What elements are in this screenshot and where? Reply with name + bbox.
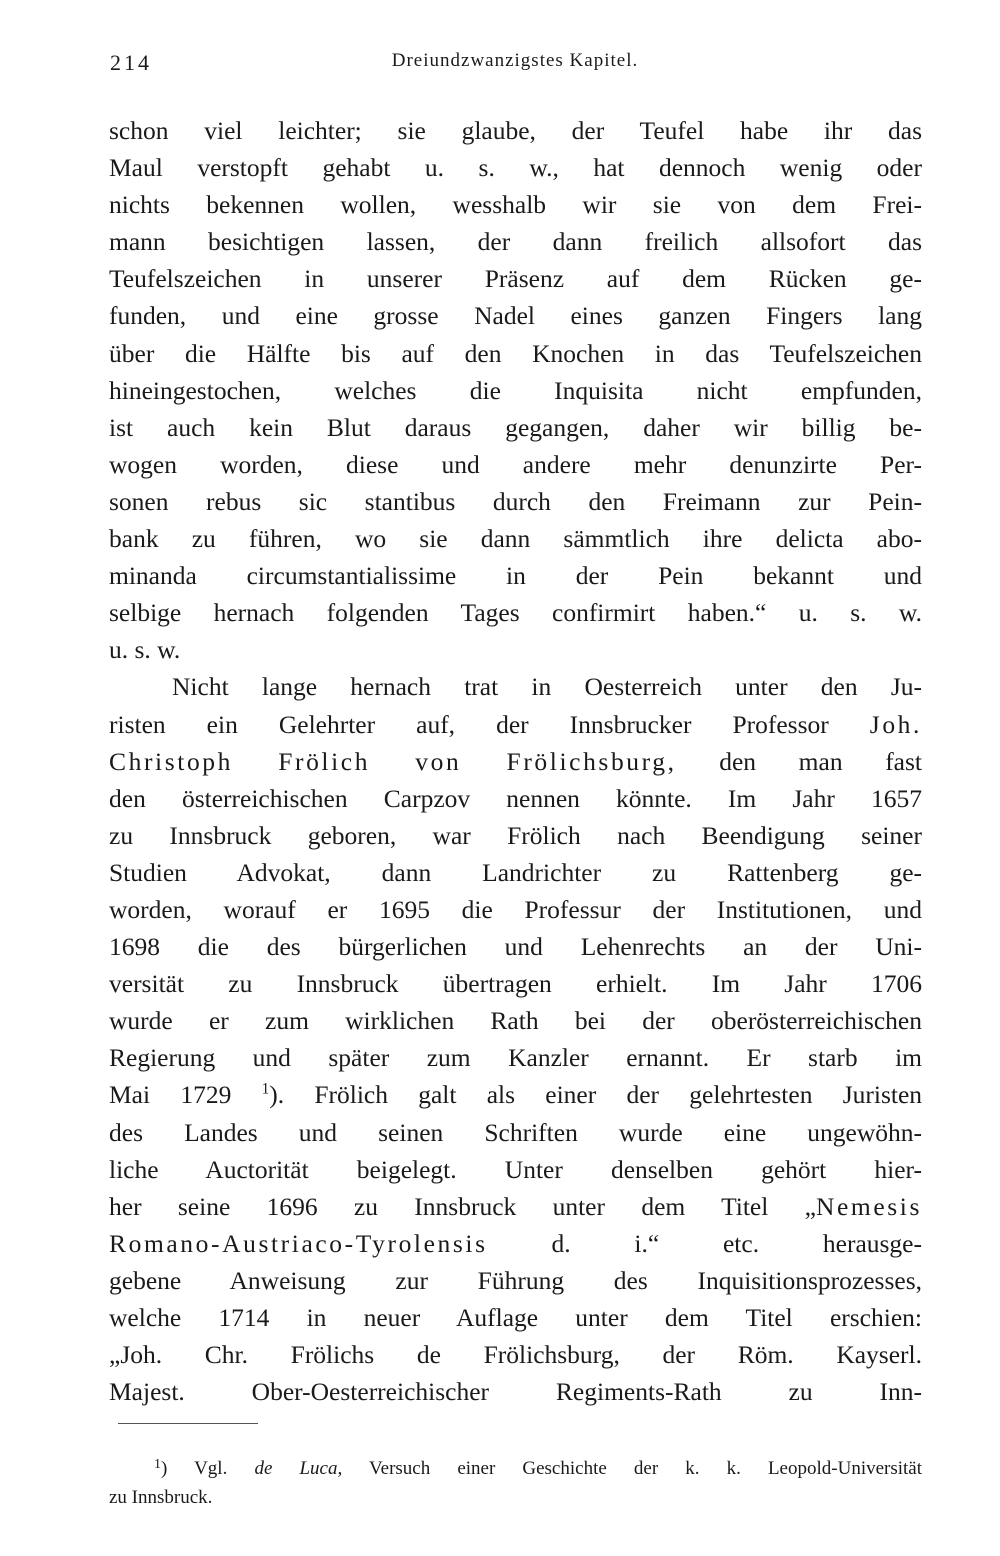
text-fragment: d. i.“ etc. herausge-	[551, 1228, 922, 1258]
spaced-title: Nemesis	[815, 1191, 922, 1221]
text-line: wurde er zum wirklichen Rath bei der oberösterreichischen	[109, 1006, 922, 1036]
text-line: „Joh. Chr. Frölichs de Frölichsburg, der Röm. Kayserl.	[109, 1340, 922, 1370]
text-fragment: ). Frölich galt als einer der gelehrtesten Juristen	[269, 1080, 923, 1110]
text-fragment: risten ein Gelehrter auf, der Innsbrucker Professor	[109, 709, 829, 739]
text-line: über die Hälfte bis auf den Knochen in das Teufelszeichen	[109, 338, 922, 368]
text-line: selbige hernach folgenden Tages confirmirt haben.“ u. s. w.	[109, 598, 922, 628]
text-line: minanda circumstantialissime in der Pein bekannt und	[109, 561, 922, 591]
text-line: sonen rebus sic stantibus durch den Freimann zur Pein-	[109, 486, 922, 516]
footnote-line	[109, 1450, 922, 1483]
body-text	[109, 112, 922, 1410]
text-line: Majest. Ober-Oesterreichischer Regiments-Rath zu Inn-	[109, 1377, 922, 1407]
text-line: worden, worauf er 1695 die Professur der Institutionen, und	[109, 894, 922, 924]
running-head	[110, 50, 920, 80]
text-fragment: den man fast	[719, 746, 923, 776]
footnote-marker: 1	[154, 1457, 161, 1472]
text-line: Regierung und später zum Kanzler ernannt. Er starb im	[109, 1043, 922, 1073]
text-line: wogen worden, diese und andere mehr denunzirte Per-	[109, 449, 922, 479]
text-line: gebene Anweisung zur Führung des Inquisitionsprozesses,	[109, 1265, 922, 1295]
text-line: Teufelszeichen in unserer Präsenz auf dem Rücken ge-	[109, 264, 922, 294]
text-line: Studien Advokat, dann Landrichter zu Rattenberg ge-	[109, 857, 922, 887]
paragraph-start-line: Nicht lange hernach trat in Oesterreich unter den Ju-	[172, 672, 922, 702]
text-line: versität zu Innsbruck übertragen erhielt. Im Jahr 1706	[109, 969, 922, 999]
text-line: nichts bekennen wollen, wesshalb wir sie von dem Frei-	[109, 190, 922, 220]
text-line: liche Auctorität beigelegt. Unter denselben gehört hier-	[109, 1154, 922, 1184]
text-line	[109, 1188, 922, 1225]
footnote-text: Versuch einer Geschichte der k. k. Leopold-Universität	[369, 1458, 923, 1479]
page-number: 214	[110, 50, 152, 75]
footnote-author: de Luca,	[254, 1458, 343, 1479]
text-line	[109, 706, 922, 743]
text-fragment: Mai 1729	[109, 1080, 232, 1110]
text-line: Maul verstopft gehabt u. s. w., hat dennoch wenig oder	[109, 153, 922, 183]
text-line: bank zu führen, wo sie dann sämmtlich ihre delicta abo-	[109, 524, 922, 554]
footnote-divider	[118, 1423, 258, 1424]
chapter-title: Dreiundzwanzigstes Kapitel.	[391, 50, 639, 71]
text-line	[109, 1076, 922, 1113]
text-line: mann besichtigen lassen, der dann freilich allsofort das	[109, 227, 922, 257]
text-line: welche 1714 in neuer Auflage unter dem Titel erschien:	[109, 1303, 922, 1332]
text-line	[109, 1225, 922, 1262]
text-fragment: her seine 1696 zu Innsbruck unter dem Titel „	[109, 1191, 816, 1221]
text-line: schon viel leichter; sie glaube, der Teufel habe ihr das	[109, 116, 922, 145]
text-line	[109, 743, 922, 780]
footnote-lead: ) Vgl.	[161, 1458, 228, 1479]
text-line: funden, und eine grosse Nadel eines ganzen Fingers lang	[109, 301, 922, 331]
footnote-line: zu Innsbruck.	[109, 1487, 213, 1508]
text-line: hineingestochen, welches die Inquisita nicht empfunden,	[109, 375, 922, 405]
text-line: u. s. w.	[109, 635, 181, 665]
text-line: des Landes und seinen Schriften wurde eine ungewöhn-	[109, 1117, 922, 1147]
text-line: den österreichischen Carpzov nennen könnte. Im Jahr 1657	[109, 783, 922, 813]
spaced-name: Joh.	[869, 709, 922, 739]
text-line: zu Innsbruck geboren, war Frölich nach Beendigung seiner	[109, 820, 922, 850]
text-line: ist auch kein Blut daraus gegangen, daher wir billig be-	[109, 412, 922, 442]
footnote	[109, 1450, 922, 1512]
spaced-name: Christoph Frölich von Frölichsburg,	[109, 746, 677, 776]
text-line: 1698 die des bürgerlichen und Lehenrechts an der Uni-	[109, 932, 922, 962]
footnote-reference: 1	[261, 1080, 270, 1098]
spaced-title: Romano-Austriaco-Tyrolensis	[109, 1228, 488, 1258]
